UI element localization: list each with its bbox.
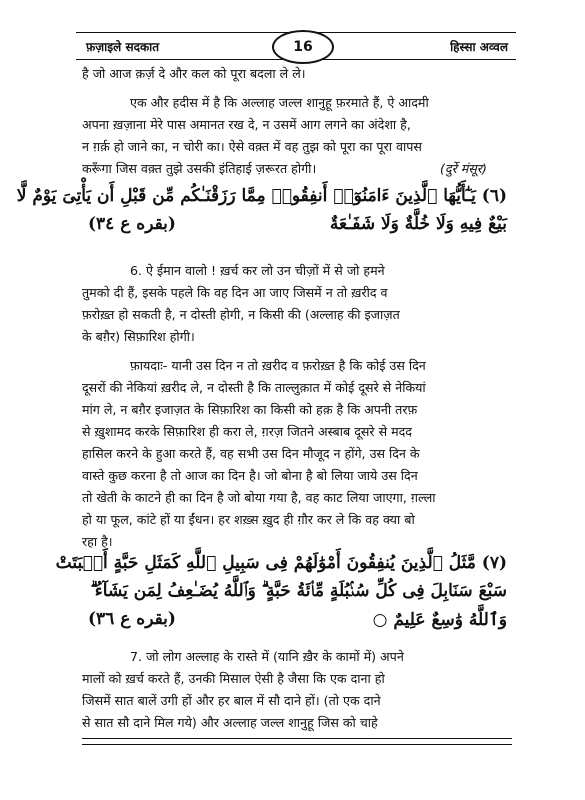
- text-line: है जो आज क़र्ज़ दे और कल को पूरा बदला ले ले।: [82, 66, 306, 81]
- text-line: वास्ते कुछ करना है तो आज का दिन है। जो बोना है बो लिया जाये उस दिन: [82, 468, 418, 483]
- page-header: [76, 30, 516, 62]
- text-line: जिसमें सात बालें उगी हों और हर बाल में सौ दाने हों। (तो एक दाने: [82, 693, 381, 708]
- arabic-verse-line: (٧) مَّثَلُ ٱلَّذِينَ يُنفِقُونَ أَمْوَٰلَهُمْ فِى سَبِيلِ ٱللَّهِ كَمَثَلِ حَبَّةٍ أَنۢبَتَتْ: [55, 553, 507, 573]
- text-line: तो खेती के काटने ही का दिन है जो बोया गया है, वह काट लिया जाएगा, ग़ल्ला: [82, 490, 436, 505]
- section-title: हिस्सा अव्वल: [450, 40, 508, 54]
- text-line: फ़रोख़्त हो सकती है, न दोस्ती होगी, न किसी की (अल्लाह की इजाज़त: [82, 307, 400, 322]
- text-line: फ़ायदाः- यानी उस दिन न तो ख़रीद व फ़रोख़्त है कि कोई उस दिन: [130, 358, 426, 373]
- text-line: हो या फूल, कांटे हों या ईंधन। हर शख़्स ख़ुद ही ग़ौर कर ले कि वह क्या बो: [82, 512, 415, 527]
- page-footer: [82, 734, 512, 754]
- text-line: तुमको दी हैं, इसके पहले कि वह दिन आ जाए जिसमें न तो ख़रीद व: [82, 285, 388, 300]
- source-reference: (दुर्रे मंसूर): [440, 161, 487, 176]
- text-line: दूसरों की नेकियां ख़रीद ले, न दोस्ती है कि ताल्लुक़ात में कोई दूसरे से नेकियां: [82, 380, 426, 395]
- text-line: के बग़ैर) सिफ़ारिश होगी।: [82, 329, 195, 344]
- arabic-verse-reference: (بقره ع ٣٤): [88, 214, 176, 234]
- text-line: रहा है।: [82, 534, 113, 549]
- text-line: से ख़ुशामद करके सिफ़ारिश ही करा ले, ग़रज़ जितने अस्बाब दूसरे से मदद: [82, 424, 412, 439]
- text-line: मालों को ख़र्च करते हैं, उनकी मिसाल ऐसी है जैसा कि एक दाना हो: [82, 671, 385, 686]
- text-line: करूँगा जिस वक़्त तुझे उसकी इंतिहाई ज़रूरत होगी।: [82, 161, 317, 176]
- text-line: 7. जो लोग अल्लाह के रास्ते में (यानि ख़ैर के कामों में) अपने: [130, 649, 404, 664]
- text-line: मांग ले, न बग़ैर इजाज़त के सिफ़ारिश का किसी को हक़ है कि अपनी तरफ़: [82, 402, 418, 417]
- arabic-verse-line: سَبْعَ سَنَابِلَ فِى كُلِّ سُنۢبُلَةٍ مِّا۟ئَةُ حَبَّةٍ ۗ وَٱللَّهُ يُضَـٰعِفُ لِمَن يَشَآءُ ۗ: [90, 581, 507, 601]
- book-title: फ़ज़ाइले सदकात: [86, 40, 160, 54]
- arabic-verse-line: وَٱللَّهُ وَٰسِعٌ عَلِيمٌ ○: [372, 610, 507, 630]
- footer-rule-bottom: [82, 744, 512, 745]
- arabic-verse-reference: (بقره ع ٣٦): [88, 609, 176, 629]
- text-line: एक और हदीस में है कि अल्लाह जल्ल शानुहू फ़रमाते हैं, ऐ आदमी: [130, 95, 429, 110]
- text-line: से सात सौ दाने मिल गये) और अल्लाह जल्ल शानुहू जिस को चाहे: [82, 715, 378, 730]
- text-line: अपना ख़ज़ाना मेरे पास अमानत रख दे, न उसमें आग लगने का अंदेशा है,: [82, 117, 411, 132]
- page-number: 16: [272, 30, 334, 64]
- text-line: न ग़र्क़ हो जाने का, न चोरी का। ऐसे वक़्त में वह तुझ को पूरा का पूरा वापस: [82, 139, 422, 154]
- arabic-verse-line: (٦) يَـٰٓأَيُّهَا ٱلَّذِينَ ءَامَنُوٓا۟ أَنفِقُوا۟ مِمَّا رَزَقْنَـٰكُم مِّن قَبْلِ أَن يَأْتِىَ يَوْمٌ لَّا: [16, 186, 507, 206]
- arabic-verse-line: بَيْعٌ فِيهِ وَلَا خُلَّةٌ وَلَا شَفَـٰعَةٌ: [329, 214, 507, 234]
- text-line: हासिल करने के हुआ करते हैं, वह सभी उस दिन मौजूद न होंगे, उस दिन के: [82, 446, 420, 461]
- footer-rule-top: [82, 738, 512, 739]
- text-line: 6. ऐ ईमान वालो ! ख़र्च कर लो उन चीज़ों में से जो हमने: [130, 263, 385, 278]
